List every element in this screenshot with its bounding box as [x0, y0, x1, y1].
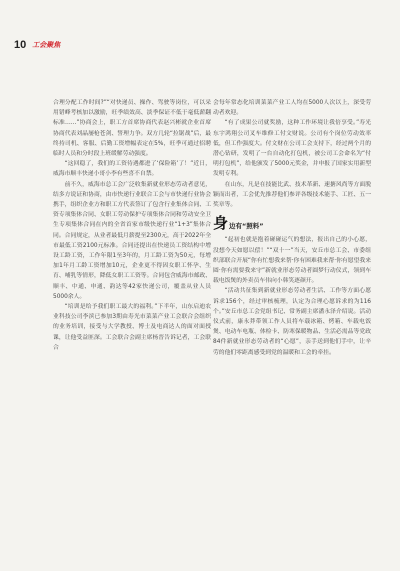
paragraph: 会每年常态化培训菜菜产业工人均在5000人次以上，深受劳动者欢迎。: [213, 100, 371, 117]
subheading-text: 边有“照料”: [229, 222, 264, 231]
paragraph: “活动共征集到新就业形态劳动者生活、工作等方面心愿诉求156个，经过审核梳理，认定为合理心愿诉求的为116个。”安丘市总工会党组书记、常务副主席潘永泽介绍说。活动仪式前，康永莽带领工作人员将车载冰箱、烤箱、车载电饭煲、电动车电瓶、体检卡、防寒保暖物品、生活必需品等党政84件新就业形态劳动者的“心愿”，亲手送到他们手中，让辛劳的他们零距离感受到党的温暖和工会的牵挂。: [213, 288, 371, 356]
paragraph: “这回稳了，我们的工资待遇都进了‘保险箱’了！”近日，威海市顺丰快递小哥小李有些喜不自禁。: [53, 161, 211, 178]
paragraph: 前不久，威海市总工会广泛收集新就业形态劳动者意见，结多方说证和协商，由市快递行业联合工会与市快递行业协会携手，组织企业方和职工方代表签订了包含行业集体合同、工资专项集体合同、女职工劳动保护专项集体合同和劳动安全卫生专项集体合同在内的全省首家市级快递行业“1+3”集体合同。合同规定，从业者最低月薪提至2300元，高于2022年全市最低工资2100元标准。合同还提出在快递员工资结构中增设工龄工资，工作年限1至3年的，月工龄工资为50元，每增加1年月工龄工资增加10元，企业更不得因女职工怀孕、生育、哺乳等情形，降低女职工工资等。合同包含威海市邮政、顺丰、中通、申通、韵达等42家快递公司，覆盖从业人员5000余人。: [53, 181, 211, 300]
paragraph: “培训是给予我们职工最大的福利。”下半年，山东启迪农业科技公司李滨已参加3期由寿光市菜菜产业工会联合会组织的业务培训，接受与大学教授、博士及电商达人的面对面授课，让他受益匪深。工会联合会副主席杨晋告诉记者，工会联合: [53, 304, 211, 351]
paragraph: “有了成果公司就奖励，这种工作环境让我倍享受。”寿光东宇鸿翔公司叉车维修工付文财说。公司有个岗位劳动效率低，但工作强度大。付文财在公司工会支持下，经过两个月的潜心钻研，发明了一台自动化打包机，被公司工会命名为“付明打包机”，给他颁发了5000元奖金，并申报了国家实用新型发明专利。: [213, 120, 371, 178]
paragraph: “起初也就是抱着碰碰运气的想法，报出自己的小心愿，没想今天如愿以偿！”“双十一”当天，安丘市总工会、市委组织部联合开展“你有忙想我来帮·你有困难我来帮·你有愿望我来圆·你有需要我来守”新就业形态劳动者圆梦行动仪式，领到车载电饭煲的外卖员车伟向小韩笑逐颜开。: [213, 237, 371, 285]
section-subheading: [213, 216, 371, 231]
page-header: [14, 38, 60, 52]
right-column: [213, 98, 371, 358]
left-column: [53, 98, 211, 353]
paragraph: 合理分配工作时间?”“对快递员、操作、驾驶等岗位，可以采用错峰考核加以激励，旺季绩效高、淡季保证不低于毫低薪翻标准……”协商会上，职工方首席协商代表赵兴彬就企业首席协商代表刘晶屡枪苍剑、誓理力争。双方几轮“拉锯战”后，最终持司机、客服、后勤工资增幅表定在5%，旺季可通过招聘临时人员和分时段上班缓解劳动强度。: [53, 100, 211, 158]
page-number: 10: [14, 39, 27, 51]
paragraph: 在山东，凡是在技能比武、技术革新、速搪风尚等方面脱颖而出者，工会优先推荐他们参评各级技术能手、工匠、五一奖章等。: [213, 181, 371, 209]
section-title: 工会聚焦: [32, 41, 61, 49]
subheading-big-char: 身: [213, 214, 229, 233]
